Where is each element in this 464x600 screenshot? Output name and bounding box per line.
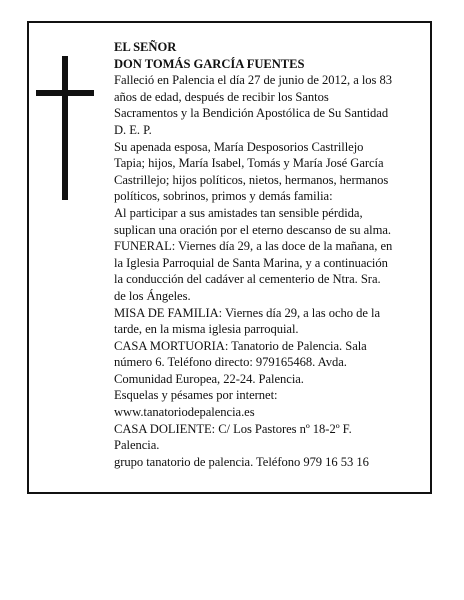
mortuary-line: CASA MORTUORIA: Tanatorio de Palencia. Sala [114,338,367,353]
notice-line: políticos, sobrinos, primos y demás familia: [114,189,333,204]
cross-horizontal-bar [36,90,94,96]
notice-line: Castrillejo; hijos políticos, nietos, hermanos, hermanos [114,172,389,187]
notice-line: D. E. P. [114,122,152,137]
deceased-name: DON TOMÁS GARCÍA FUENTES [114,56,305,71]
notice-line: Sacramentos y la Bendición Apostólica de Su Santidad [114,106,389,121]
mortuary-line: número 6. Teléfono directo: 979165468. Avda. [114,355,347,370]
funeral-line: FUNERAL: Viernes día 29, a las doce de la mañana, en [114,239,393,254]
funeral-line: de los Ángeles. [114,288,191,303]
funeral-line: la Iglesia Parroquial de Santa Marina, y a continuación [114,255,388,270]
notice-line: suplican una oración por el eterno descanso de su alma. [114,222,392,237]
website-link[interactable]: www.tanatoriodepalencia.es [114,405,255,420]
notice-line: Falleció en Palencia el día 27 de junio de 2012, a los 83 [114,73,392,88]
cross-vertical-bar [62,56,68,200]
notice-line: Al participar a sus amistades tan sensible pérdida, [114,205,363,220]
obituary-text [114,39,424,470]
internet-line: Esquelas y pésames por internet: [114,388,278,403]
footer-phone-line: grupo tanatorio de palencia. Teléfono 979 16 53 16 [114,454,369,469]
home-address-line: Palencia. [114,438,160,453]
latin-cross-icon [36,56,94,200]
deceased-title: EL SEÑOR [114,40,177,54]
home-address-line: CASA DOLIENTE: C/ Los Pastores nº 18-2º F. [114,421,352,436]
funeral-line: la conducción del cadáver al cementerio de Ntra. Sra. [114,272,381,287]
family-mass-line: tarde, en la misma iglesia parroquial. [114,322,299,337]
family-mass-line: MISA DE FAMILIA: Viernes día 29, a las ocho de la [114,305,380,320]
notice-line: años de edad, después de recibir los Santos [114,89,329,104]
mortuary-line: Comunidad Europea, 22-24. Palencia. [114,371,304,386]
notice-line: Su apenada esposa, María Desposorios Castrillejo [114,139,364,154]
notice-line: Tapia; hijos, María Isabel, Tomás y María José García [114,156,384,171]
